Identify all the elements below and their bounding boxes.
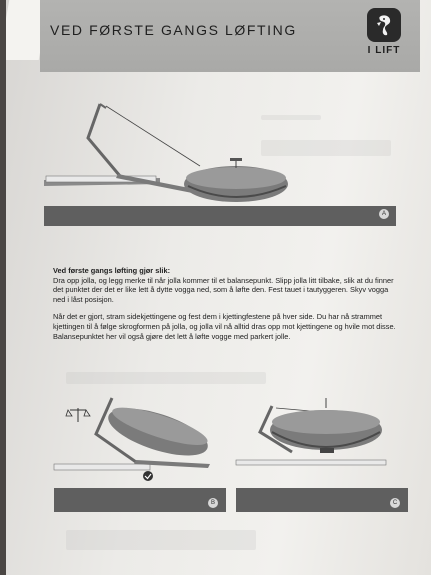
show-through-text [261,140,391,156]
figure-b-label: B [208,498,218,508]
figure-a [40,98,400,228]
instruction-paragraph-2: Når det er gjort, stram sidekjettingene og fest dem i kjettingfestene på hver side. Du har nå strammet kjettingen til å følge skrogformen på jolla, og jolla vil nå alltid dras opp mot kjettingene og hvile mot disse. Balansepunktet her vil også gjøre det lett å løfte vogge med parkert jolle. [53,312,396,341]
check-icon [143,471,153,481]
manual-page [6,0,431,575]
show-through-text [66,372,266,384]
instruction-heading: Ved første gangs løfting gjør slik: [53,266,171,275]
show-through-text [66,530,256,550]
seahorse-logo-icon [367,8,401,42]
balance-scale-icon [66,408,90,422]
logo-text: I LIFT [367,45,401,56]
figure-c [232,392,412,516]
page-title: VED FØRSTE GANGS LØFTING [50,22,297,38]
show-through-text [261,115,321,120]
figure-c-illustration [232,392,412,516]
instruction-paragraph-1: Dra opp jolla, og legg merke til når jolla kommer til et balansepunkt. Slipp jolla litt tilbake, slik at du finner det punktet der det er like lett å dytte vogga ned, som å løfte den. Fest tauet i tautyggeren. Skyv vogga ned i låst posisjon. [53,275,394,304]
instruction-text [53,266,398,349]
ilift-logo [358,8,410,64]
figure-a-label: A [379,209,389,219]
figure-b [40,388,230,516]
page-header [40,0,420,72]
figure-b-illustration [40,388,230,516]
figure-c-label: C [390,498,400,508]
figure-a-illustration [40,98,400,228]
